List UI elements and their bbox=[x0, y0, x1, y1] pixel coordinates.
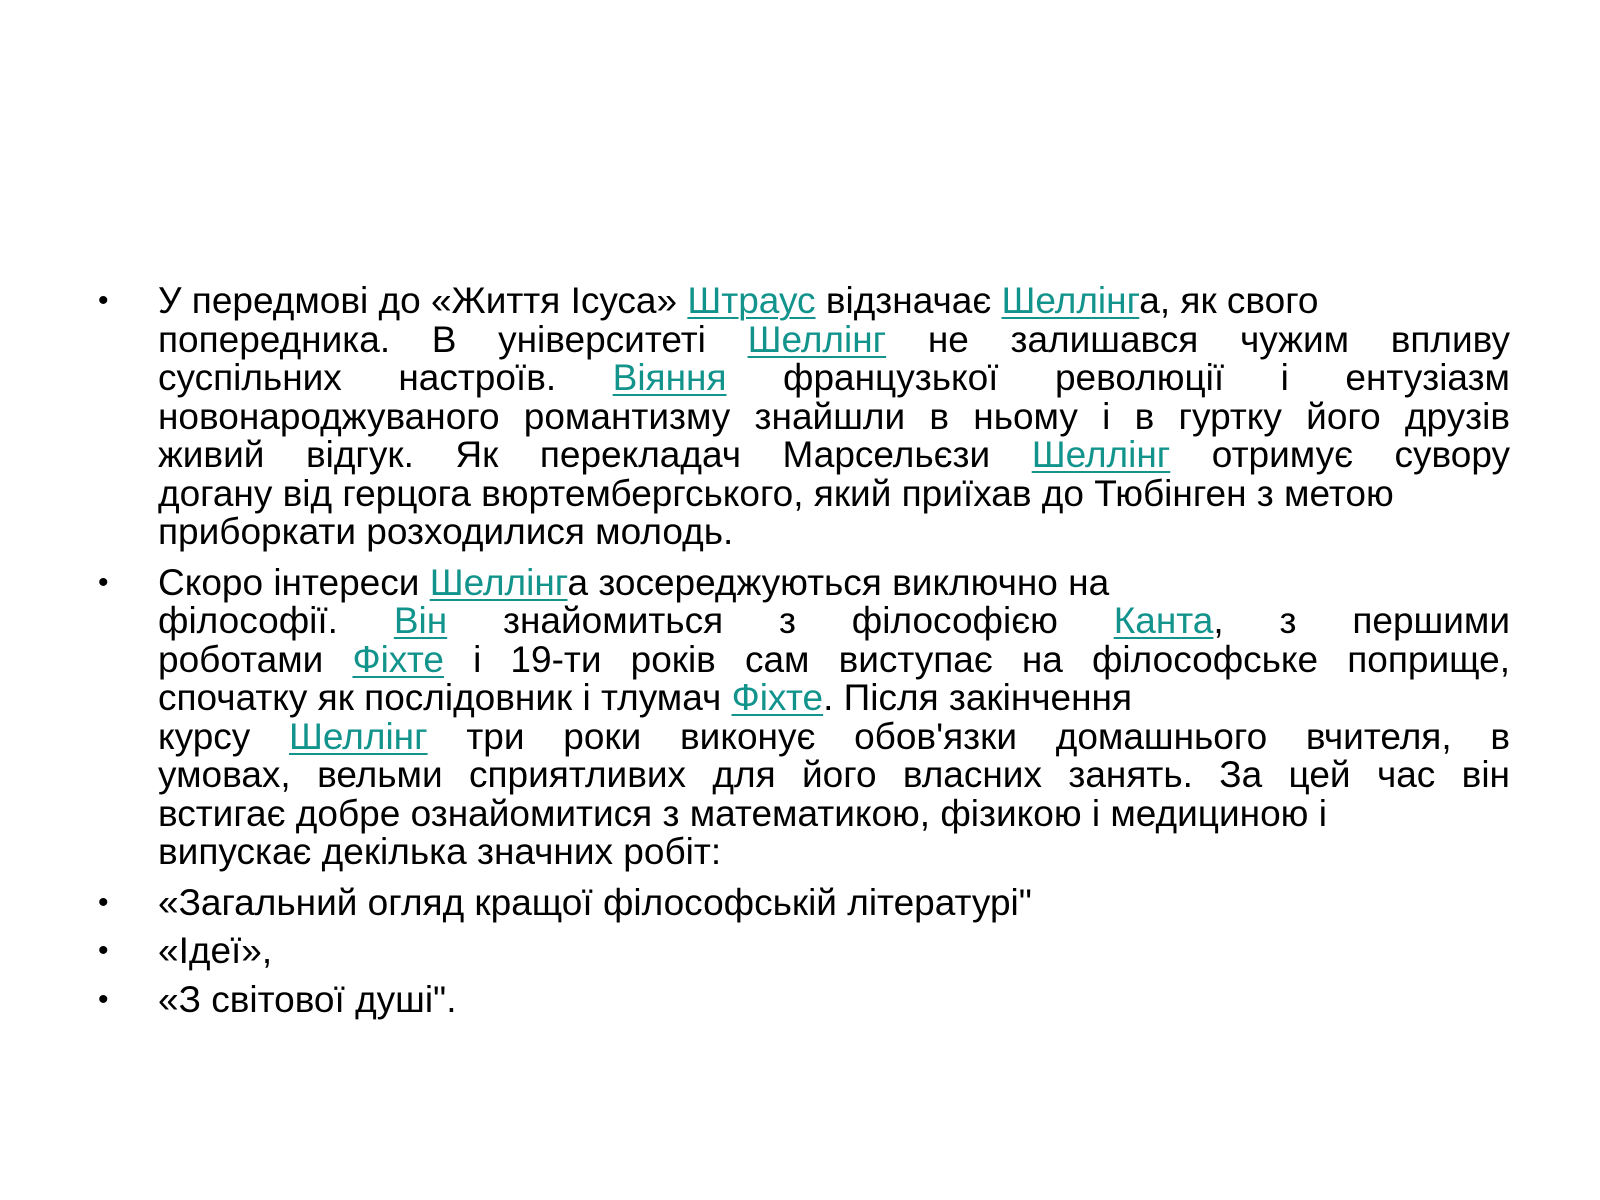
bullet-list bbox=[0, 282, 1600, 1029]
hyperlink[interactable]: Шеллінг bbox=[747, 318, 887, 360]
text-run: курсу bbox=[158, 715, 290, 757]
hyperlink[interactable]: Штраус bbox=[687, 280, 816, 321]
text-run: живий відгук. Як перекладач Марсельєзи bbox=[158, 434, 1032, 475]
text-line bbox=[158, 472, 1540, 514]
text-line bbox=[158, 638, 1510, 680]
hyperlink[interactable]: Шеллінг bbox=[1031, 434, 1171, 475]
bullet-marker: • bbox=[98, 284, 109, 317]
text-line bbox=[158, 436, 1510, 475]
text-run: «Ідеї», bbox=[158, 930, 273, 971]
text-run: приборкати розходилися молодь. bbox=[158, 511, 734, 552]
hyperlink[interactable]: Фіхте bbox=[731, 677, 824, 718]
bullet-marker: • bbox=[98, 982, 109, 1016]
hyperlink[interactable]: Шеллінг bbox=[1001, 280, 1140, 321]
hyperlink[interactable]: Фіхте bbox=[352, 638, 444, 680]
text-run: умовах, вельми сприятливих для його власних занять. За цей час він bbox=[158, 754, 1510, 795]
text-run: У передмові до «Життя Ісуса» bbox=[158, 280, 688, 321]
text-run: а, як свого bbox=[1139, 280, 1319, 321]
text-run: не залишався чужим впливу bbox=[886, 318, 1510, 360]
text-run: «З світової душі". bbox=[158, 978, 457, 1020]
bullet-item bbox=[0, 881, 1600, 923]
text-run: відзначає bbox=[815, 280, 1002, 321]
hyperlink[interactable]: Канта bbox=[1113, 600, 1214, 641]
text-run: роботами bbox=[158, 638, 353, 680]
bullet-item bbox=[0, 282, 1600, 552]
text-line bbox=[158, 833, 1540, 872]
bullet-item bbox=[0, 561, 1600, 872]
bullet-item bbox=[0, 932, 1600, 971]
hyperlink[interactable]: Шеллінг bbox=[429, 561, 568, 603]
text-run: попередника. В університеті bbox=[158, 318, 748, 360]
text-line bbox=[158, 395, 1510, 437]
text-line bbox=[158, 932, 1540, 971]
text-line bbox=[158, 715, 1511, 757]
text-run: французької революції і ентузіазм bbox=[726, 357, 1510, 398]
text-run: «Загальний огляд кращої філософській літературі" bbox=[158, 881, 1032, 923]
text-run: , з першими bbox=[1213, 600, 1511, 641]
text-run: а зосереджуються виключно на bbox=[567, 561, 1110, 603]
bullet-marker: • bbox=[98, 885, 109, 919]
text-run: . Після закінчення bbox=[823, 677, 1133, 718]
text-line bbox=[158, 602, 1510, 641]
text-line bbox=[158, 756, 1510, 795]
text-run: філософії. bbox=[158, 600, 394, 641]
text-line bbox=[158, 978, 1540, 1020]
text-run: три роки виконує обов'язки домашнього вчителя, в bbox=[427, 715, 1511, 757]
text-run: спочатку як послідовник і тлумач bbox=[158, 677, 732, 718]
bullet-marker: • bbox=[98, 565, 109, 599]
text-run: знайомиться з філософією bbox=[447, 600, 1114, 641]
text-line bbox=[158, 792, 1540, 834]
text-line bbox=[158, 561, 1540, 603]
text-run: суспільних настроїв. bbox=[158, 357, 613, 398]
text-line bbox=[158, 282, 1540, 321]
text-run: догану від герцога вюртембергського, який приїхав до Тюбінген з метою bbox=[158, 472, 1394, 514]
text-line bbox=[158, 359, 1510, 398]
text-run: і 19-ти років сам виступає на філософське поприще, bbox=[443, 638, 1510, 680]
text-run: отримує сувору bbox=[1170, 434, 1511, 475]
hyperlink[interactable]: Шеллінг bbox=[289, 715, 428, 757]
text-run: випускає декілька значних робіт: bbox=[158, 831, 722, 872]
text-line bbox=[158, 679, 1540, 718]
text-run: новонароджуваного романтизму знайшли в ньому і в гуртку його друзів bbox=[158, 395, 1510, 437]
bullet-marker: • bbox=[98, 934, 109, 967]
hyperlink[interactable]: Віяння bbox=[612, 357, 727, 398]
hyperlink[interactable]: Він bbox=[393, 600, 448, 641]
text-run: встигає добре ознайомитися з математикою, фізикою і медициною і bbox=[158, 792, 1327, 834]
text-line bbox=[158, 881, 1540, 923]
text-run: Скоро інтереси bbox=[158, 561, 430, 603]
text-line bbox=[158, 513, 1540, 552]
text-line bbox=[158, 318, 1510, 360]
bullet-item bbox=[0, 978, 1600, 1020]
